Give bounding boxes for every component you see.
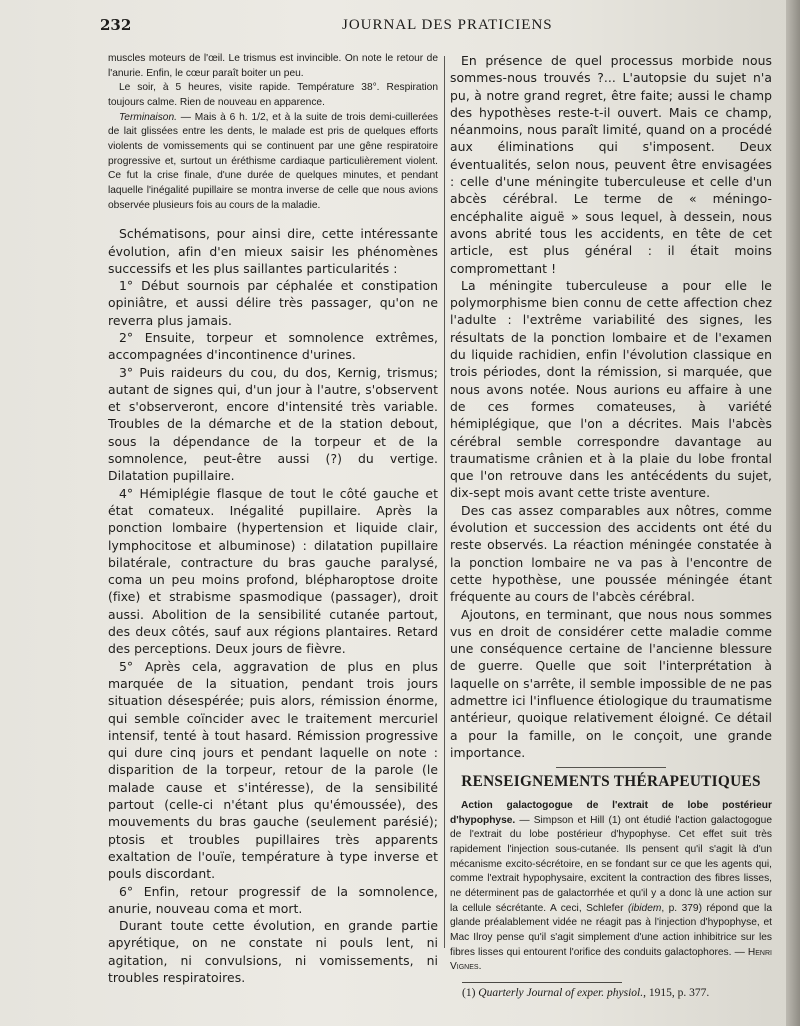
- case-paragraph: Le soir, à 5 heures, visite rapide. Température 38°. Respiration toujours calme. Rien de nouveau en apparence.: [108, 82, 438, 108]
- right-column: [450, 52, 772, 1012]
- page-edge-shadow: [786, 0, 800, 1026]
- page-header: [100, 16, 768, 42]
- body-paragraph: Durant toute cette évolution, en grande partie apyrétique, on ne constate ni pouls lent, ni agitation, ni convulsions, ni vomissements, ni troubles respiratoires.: [108, 918, 438, 985]
- body-paragraph: Schématisons, pour ainsi dire, cette intéressante évolution, afin d'en mieux saisir les phénomènes successifs et les plus saillantes particularités :: [108, 226, 438, 276]
- list-item: 2° Ensuite, torpeur et somnolence extrêmes, accompagnées d'incontinence d'urines.: [108, 330, 438, 363]
- journal-title: JOURNAL DES PRATICIENS: [342, 17, 553, 33]
- body-paragraph: Ajoutons, en terminant, que nous nous sommes vus en droit de considérer cette maladie comme une conséquence certaine de l'ancienne blessure de guerre. Quelle que soit l'interprétation à laquelle on s'arrête, il semble impossible de ne pas admettre ici l'influence étiologique du traumatisme antérieur, quoique relativement éloigné. Ce détail a pour la famille, on le conçoit, une grande importance.: [450, 606, 772, 760]
- case-paragraph: muscles moteurs de l'œil. Le trismus est invincible. On note le retour de l'anurie. Enfin, le cœur paraît boiter un peu.: [108, 53, 438, 79]
- list-item: 6° Enfin, retour progressif de la somnolence, anurie, nouveau coma et mort.: [108, 883, 438, 916]
- left-column: [108, 52, 438, 985]
- therapeutic-note: [450, 799, 772, 975]
- therapeutic-paragraph: Action galactogogue de l'extrait de lobe postérieur d'hypophyse. — Simpson et Hill (1) ont étudié l'action galactogogue de l'extrait du lobe postérieur d'hypophyse. Cet effet suit très rapidement l'injection sous-cutanée. Ils pensent qu'il s'agit là d'un mécanisme excito-sécrétoire, en se fondant sur ce que les agents qui, comme l'extrait hypophysaire, excitent la contraction des fibres lisses, ne déterminent pas de galactorrhée et qu'il y a donc là une action sur la cellule sécrétante. A ceci, Schlefer (ibidem, p. 379) répond que la glande préalablement vidée ne réagit pas à l'injection d'hypophyse, et Mac Ilroy pense qu'il s'agit simplement d'une action inhibitrice sur les fibres lisses qui entourent l'orifice des conduits galactophores. — Henri Vignes.: [450, 800, 772, 973]
- body-paragraph: La méningite tuberculeuse a pour elle le polymorphisme bien connu de cette affection chez l'adulte : l'extrême variabilité des signes, les résultats de la ponction lombaire et de l'examen du liquide rachidien, enfin l'évolution classique en trois périodes, dont la rémission, si marquée, que nous avons notée. Nous aurions eu affaire à une de ces formes comateuses, à variété hémiplégique, que l'on a décrites. Mais l'abcès cérébral semble correspondre davantage au traumatisme crânien et à la plaie du lobe frontal que l'on retrouve dans les antécédents du sujet, dix-sept mois avant cette triste aventure.: [450, 277, 772, 501]
- summary-text: [108, 225, 438, 986]
- termination-label: Terminaison.: [119, 111, 177, 123]
- therapeutic-title: Action galactogogue de l'extrait de lobe postérieur d'hypophyse.: [450, 800, 772, 826]
- discussion-text: [450, 52, 772, 761]
- column-divider: [444, 56, 445, 948]
- footnote: (1) Quarterly Journal of exper. physiol., 1915, p. 377.: [462, 987, 710, 1000]
- author-signature: Henri Vignes.: [450, 946, 772, 973]
- body-paragraph: En présence de quel processus morbide nous sommes-nous trouvés ?... L'autopsie du sujet n'a pu, à notre grand regret, être faite; aussi le champ des hypothèses reste-t-il ouvert. Mais ce champ, néanmoins, nous paraît limité, quand on a procédé aux éliminations qui s'imposent. Deux éventualités, selon nous, peuvent être envisagées : celle d'une méningite tuberculeuse et celle d'un abcès cérébral. Le terme de « méningo-encéphalite aiguë » sous lequel, à dessein, nous avons abrité tous les accidents, en tête de cet article, est plus général : il était moins compromettant !: [450, 53, 772, 276]
- list-item: 5° Après cela, aggravation de plus en plus marquée de la situation, pendant trois jours situation désespérée; puis alors, rémission énorme, qui semble coïncider avec le traitement mercuriel intensif, tenté à tout hasard. Rémission progressive qui dure cinq jours et pendant laquelle on note : disparition de la torpeur, retour de la parole (le malade cause et s'intéresse), de la sensibilité partout (celle-ci n'étant plus qu'émoussée), des mouvements du bras gauche (seulement parésié); ptosis et troubles pupillaires très apparents exaltation de l'ouïe, température à type inverse et pouls discordant.: [108, 658, 438, 882]
- termination-text: — Mais à 6 h. 1/2, et à la suite de trois demi-cuillerées de lait glissées entre les dents, le malade est pris de quelques efforts violents de vomissements qui se continuent par une gêne respiratoire progressive et, surtout un éréthisme cardiaque particulièrement violent. Ce fut la crise finale, d'une durée de quelques minutes, et pendant laquelle l'inégalité pupillaire se montra inverse de celle que nous avions observée plusieurs fois au cours de la maladie.: [108, 111, 438, 211]
- case-report-text: [108, 52, 438, 213]
- list-item: 1° Début sournois par céphalée et constipation opiniâtre, et aussi délire très passager, qu'on ne reverra plus jamais.: [108, 278, 438, 328]
- section-rule: [556, 767, 666, 768]
- footnote-rule: [462, 982, 622, 983]
- list-item: 3° Puis raideurs du cou, du dos, Kernig, trismus; autant de signes qui, d'un jour à l'autre, s'observent et s'observeront, encore d'intensité très variable. Troubles de la démarche et de la station debout, sous la dépendance de la torpeur et de la somnolence, peut-être aussi (?) du vertige. Dilatation pupillaire.: [108, 364, 438, 484]
- page-number: 232: [100, 16, 132, 34]
- body-paragraph: Des cas assez comparables aux nôtres, comme évolution et succession des accidents ont été du reste observés. La réaction méningée constatée à la ponction lombaire ne va pas à l'encontre de cette hypothèse, une poussée méningée étant fréquente au cours de l'abcès cérébral.: [450, 502, 772, 605]
- list-item: 4° Hémiplégie flasque de tout le côté gauche et état comateux. Inégalité pupillaire. Après la ponction lombaire (hypertension et liquide clair, lymphocitose et albuminose) : dilatation pupillaire bilatérale, contracture du bras gauche paralysé, coma un peu moins profond, blépharoptose droite (fixe) et strabisme spasmodique (passager), droit aussi. Abolition de la sensibilité cutanée partout, des deux côtés, sauf aux régions plantaires. Retard des perceptions. Deux jours de fièvre.: [108, 485, 438, 657]
- case-paragraph: [108, 111, 438, 214]
- section-heading: RENSEIGNEMENTS THÉRAPEUTIQUES: [461, 773, 761, 791]
